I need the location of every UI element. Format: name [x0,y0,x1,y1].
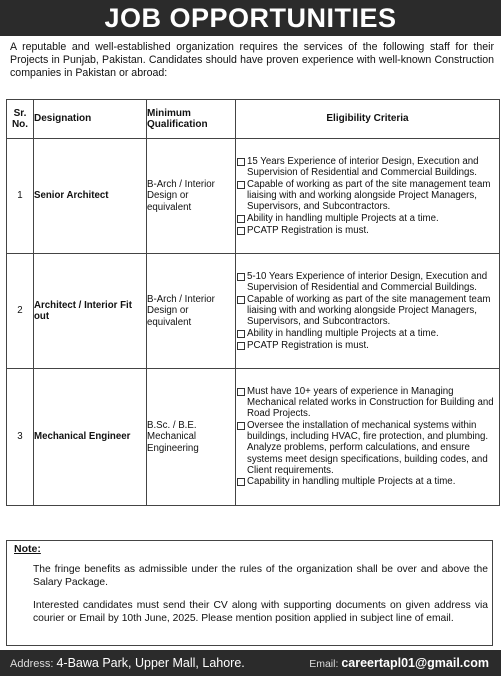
criteria-text: Capable of working as part of the site management team liaising with and working alongside Project Managers, Supervisors, and Subcontractors. [247,293,491,328]
criteria-text: PCATP Registration is must. [247,339,369,351]
jobs-table [6,99,500,506]
address-label: Address: [10,658,54,670]
criteria-item [236,271,499,293]
checkbox-bullet-icon [237,227,245,235]
criteria-text: 5-10 Years Experience of interior Design, Execution and Supervision of Residential and Commercial Buildings. [247,270,488,293]
criteria-item [236,476,499,487]
checkbox-bullet-icon [237,296,245,304]
criteria-list [236,386,499,488]
criteria-text: Capable of working as part of the site management team liaising with and working alongside Project Managers, Supervisors, and Subcontractors. [247,178,491,213]
criteria-item [236,225,499,236]
header-sr-no: Sr. No. [7,100,34,139]
row-designation: Architect / Interior Fit out [34,254,147,369]
criteria-item [236,420,499,476]
header-qualification: Minimum Qualification [147,100,236,139]
row-designation: Senior Architect [34,139,147,254]
criteria-item [236,179,499,213]
criteria-item [236,294,499,328]
intro-paragraph: A reputable and well-established organization requires the services of the following staff for their Projects in Punjab, Pakistan. Candidates should have proven experience with well-known Construction companies in Pakistan or abroad: [10,41,494,79]
checkbox-bullet-icon [237,342,245,350]
criteria-text: Ability in handling multiple Projects at a time. [247,327,439,339]
email-block [309,650,489,677]
checkbox-bullet-icon [237,422,245,430]
criteria-text: Must have 10+ years of experience in Managing Mechanical related works in Construction for Building and Road Projects. [247,385,494,420]
email-label: Email: [309,658,339,670]
row-criteria [236,369,500,506]
notes-title: Note: [14,543,41,555]
note-paragraph: The fringe benefits as admissible under the rules of the organization shall be over and above the Salary Package. [33,564,488,588]
checkbox-bullet-icon [237,273,245,281]
criteria-text: Oversee the installation of mechanical systems within buildings, including HVAC, fire protection, and plumbing. Analyze problems, perform calculations, and ensure systems meet design specifications, building codes, and Client requirements. [247,419,489,476]
page-title: JOB OPPORTUNITIES [0,0,501,36]
row-number: 1 [7,139,34,254]
address-block [10,650,245,677]
address-value: 4-Bawa Park, Upper Mall, Lahore. [56,656,245,670]
header-criteria: Eligibility Criteria [236,100,500,139]
criteria-text: Ability in handling multiple Projects at a time. [247,212,439,224]
checkbox-bullet-icon [237,478,245,486]
bottom-strip [0,676,501,686]
checkbox-bullet-icon [237,181,245,189]
row-qualification: B.Sc. / B.E. Mechanical Engineering [147,369,236,506]
contact-footer [0,650,501,676]
header-designation: Designation [34,100,147,139]
checkbox-bullet-icon [237,158,245,166]
criteria-text: PCATP Registration is must. [247,224,369,236]
row-number: 2 [7,254,34,369]
criteria-text: 15 Years Experience of interior Design, Execution and Supervision of Residential and Commercial Buildings. [247,155,479,178]
criteria-item [236,156,499,178]
email-link[interactable]: careertapl01@gmail.com [341,656,489,670]
criteria-item [236,213,499,224]
row-criteria [236,254,500,369]
checkbox-bullet-icon [237,388,245,396]
row-number: 3 [7,369,34,506]
checkbox-bullet-icon [237,215,245,223]
row-designation: Mechanical Engineer [34,369,147,506]
row-qualification: B-Arch / Interior Design or equivalent [147,254,236,369]
table-row [7,254,500,369]
criteria-text: Capability in handling multiple Projects at a time. [247,476,456,488]
criteria-item [236,328,499,339]
table-row [7,139,500,254]
notes-box [6,540,493,646]
note-paragraph: Interested candidates must send their CV along with supporting documents on given address via courier or Email by 10th June, 2025. Please mention position applied in subject line of email. [33,600,488,624]
criteria-item [236,386,499,420]
row-qualification: B-Arch / Interior Design or equivalent [147,139,236,254]
table-row [7,369,500,506]
criteria-list [236,271,499,351]
criteria-list [236,156,499,236]
row-criteria [236,139,500,254]
criteria-item [236,340,499,351]
checkbox-bullet-icon [237,330,245,338]
table-header-row [7,100,500,139]
